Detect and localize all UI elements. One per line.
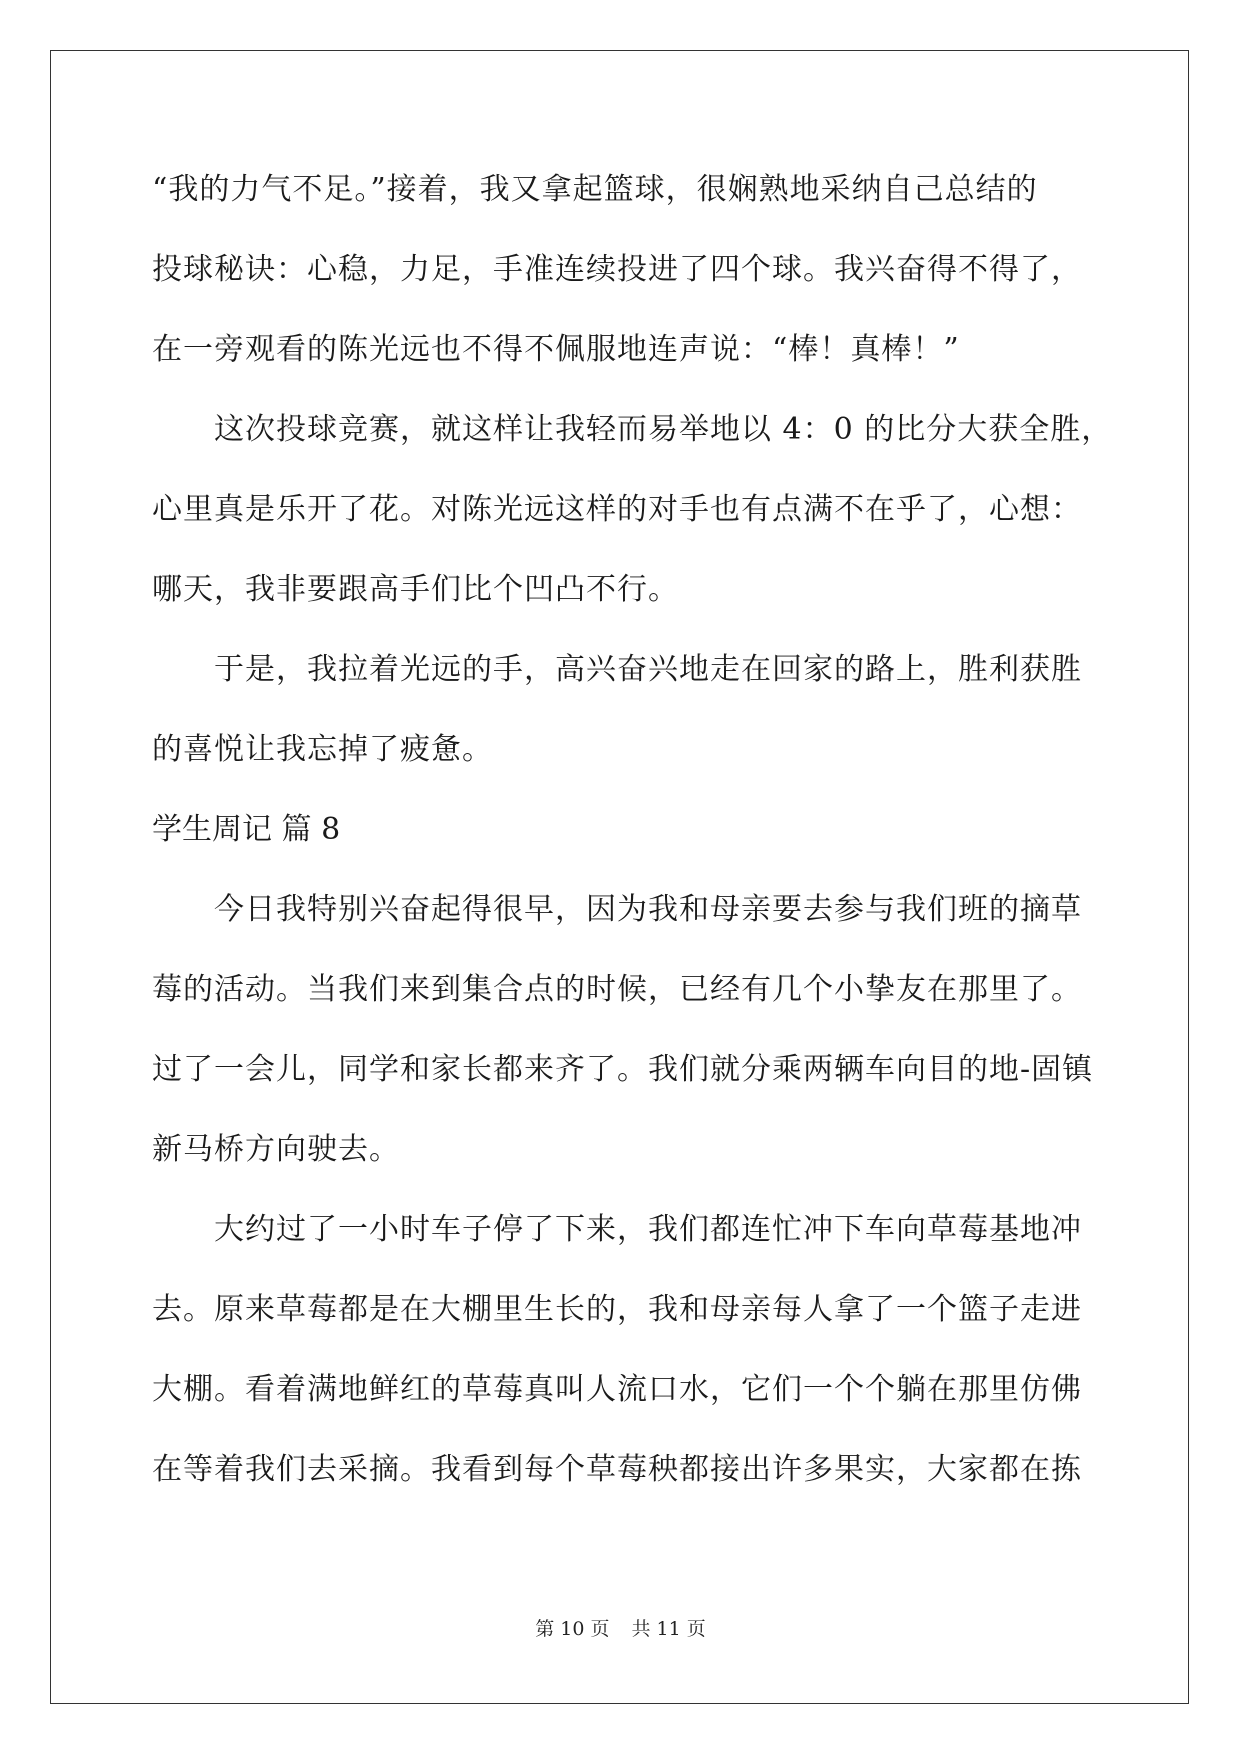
text-line: 投球秘诀：心稳，力足，手准连续投进了四个球。我兴奋得不得了， <box>152 252 1082 287</box>
section-heading: 学生周记 篇 8 <box>152 812 341 847</box>
document-body <box>152 158 1113 1518</box>
text-line: 新马桥方向驶去。 <box>152 1132 400 1167</box>
current-page-label: 第 10 页 <box>535 1618 610 1640</box>
paragraph-start-line: 大约过了一小时车子停了下来，我们都连忙冲下车向草莓基地冲 <box>214 1212 1082 1247</box>
paragraph-start-line: 今日我特别兴奋起得很早，因为我和母亲要去参与我们班的摘草 <box>214 892 1082 927</box>
text-line: 去。原来草莓都是在大棚里生长的，我和母亲每人拿了一个篮子走进 <box>152 1292 1082 1327</box>
total-pages-label: 共 11 页 <box>631 1618 706 1640</box>
text-line: 在等着我们去采摘。我看到每个草莓秧都接出许多果实，大家都在拣 <box>152 1452 1082 1487</box>
paragraph-start-line: 这次投球竞赛，就这样让我轻而易举地以 4：0 的比分大获全胜， <box>214 412 1113 447</box>
text-line: 在一旁观看的陈光远也不得不佩服地连声说：“棒！真棒！” <box>152 332 960 367</box>
text-line: 的喜悦让我忘掉了疲惫。 <box>152 732 493 767</box>
text-line: 莓的活动。当我们来到集合点的时候，已经有几个小挚友在那里了。 <box>152 972 1082 1007</box>
page-footer <box>0 1614 1241 1641</box>
text-line: “我的力气不足。”接着，我又拿起篮球，很娴熟地采纳自己总结的 <box>152 172 1038 207</box>
paragraph-start-line: 于是，我拉着光远的手，高兴奋兴地走在回家的路上，胜利获胜 <box>214 652 1082 687</box>
text-line: 大棚。看着满地鲜红的草莓真叫人流口水，它们一个个躺在那里仿佛 <box>152 1372 1082 1407</box>
text-line: 哪天，我非要跟高手们比个凹凸不行。 <box>152 572 679 607</box>
text-line: 心里真是乐开了花。对陈光远这样的对手也有点满不在乎了，心想： <box>152 492 1082 527</box>
text-line: 过了一会儿，同学和家长都来齐了。我们就分乘两辆车向目的地-固镇 <box>152 1052 1094 1087</box>
